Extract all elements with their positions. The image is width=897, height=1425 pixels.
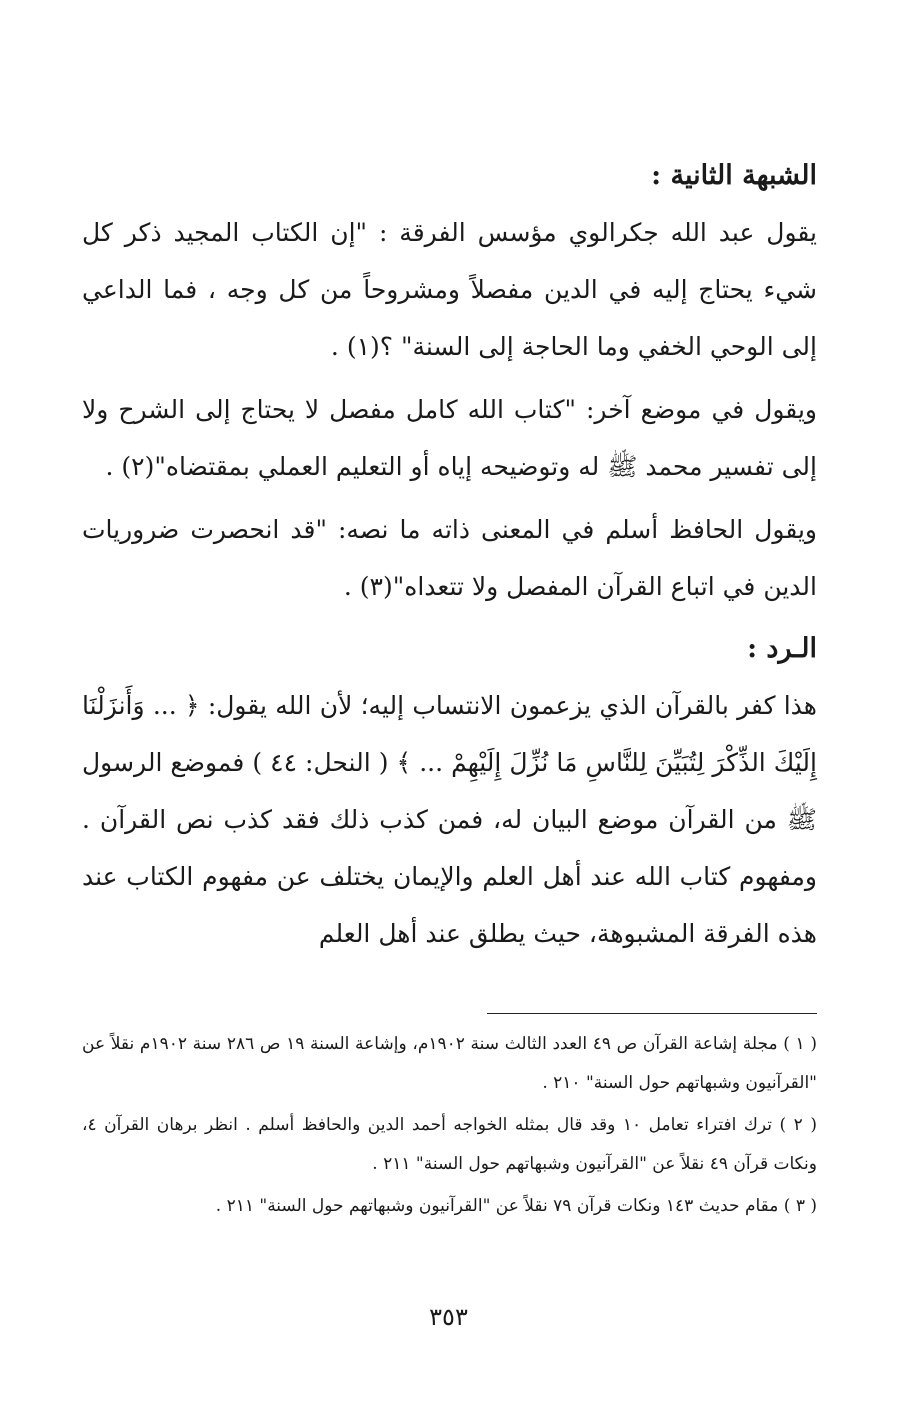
paragraph-1: يقول عبد الله جكرالوي مؤسس الفرقة : "إن الكتاب المجيد ذكر كل شيء يحتاج إليه في الدين مفصلاً ومشروحاً من كل وجه ، فما الداعي إلى الوحي الخفي وما الحاجة إلى السنة" ؟(١) . bbox=[82, 218, 817, 361]
paragraph-3: ويقول الحافظ أسلم في المعنى ذاته ما نصه: "قد انحصرت ضروريات الدين في اتباع القرآن المفصل ولا تتعداه"(٣) . bbox=[82, 515, 817, 601]
reply-heading: الـرد : bbox=[747, 633, 817, 664]
footnote-divider bbox=[487, 1013, 817, 1014]
objection-heading: الشبهة الثانية : bbox=[651, 160, 817, 191]
page-number: ٣٥٣ bbox=[429, 1303, 468, 1331]
footnote-3: ( ٣ ) مقام حديث ١٤٣ ونكات قرآن ٧٩ نقلاً عن "القرآنيون وشبهاتهم حول السنة" ٢١١ . bbox=[215, 1196, 817, 1216]
footnote-2: ( ٢ ) ترك افتراء تعامل ١٠ وقد قال بمثله الخواجه أحمد الدين والحافظ أسلم . انظر برهان القرآن ٤، ونكات قرآن ٤٩ نقلاً عن "القرآنيون وشبهاتهم حول السنة" ٢١١ . bbox=[82, 1115, 817, 1174]
footnote-1: ( ١ ) مجلة إشاعة القرآن ص ٤٩ العدد الثالث سنة ١٩٠٢م، وإشاعة السنة ١٩ ص ٢٨٦ سنة ١٩٠٢م نقلاً عن "القرآنيون وشبهاتهم حول السنة" ٢١٠ . bbox=[82, 1034, 817, 1093]
paragraph-2: ويقول في موضع آخر: "كتاب الله كامل مفصل لا يحتاج إلى الشرح ولا إلى تفسير محمد ﷺ له وتوضيحه إياه أو التعليم العملي بمقتضاه"(٢) . bbox=[82, 395, 817, 481]
footnotes bbox=[82, 1025, 817, 1226]
reply-paragraph: هذا كفر بالقرآن الذي يزعمون الانتساب إليه؛ لأن الله يقول: ﴿ ... وَأَنزَلْنَا إِلَيْكَ الذِّكْرَ لِتُبَيِّنَ لِلنَّاسِ مَا نُزِّلَ إِلَيْهِمْ ... ﴾ ( النحل: ٤٤ ) فموضع الرسول ﷺ من القرآن موضع البيان له، فمن كذب ذلك فقد كذب نص القرآن . ومفهوم كتاب الله عند أهل العلم والإيمان يختلف عن مفهوم الكتاب عند هذه الفرقة المشبوهة، حيث يطلق عند أهل العلم bbox=[82, 691, 817, 948]
main-text bbox=[82, 148, 817, 962]
